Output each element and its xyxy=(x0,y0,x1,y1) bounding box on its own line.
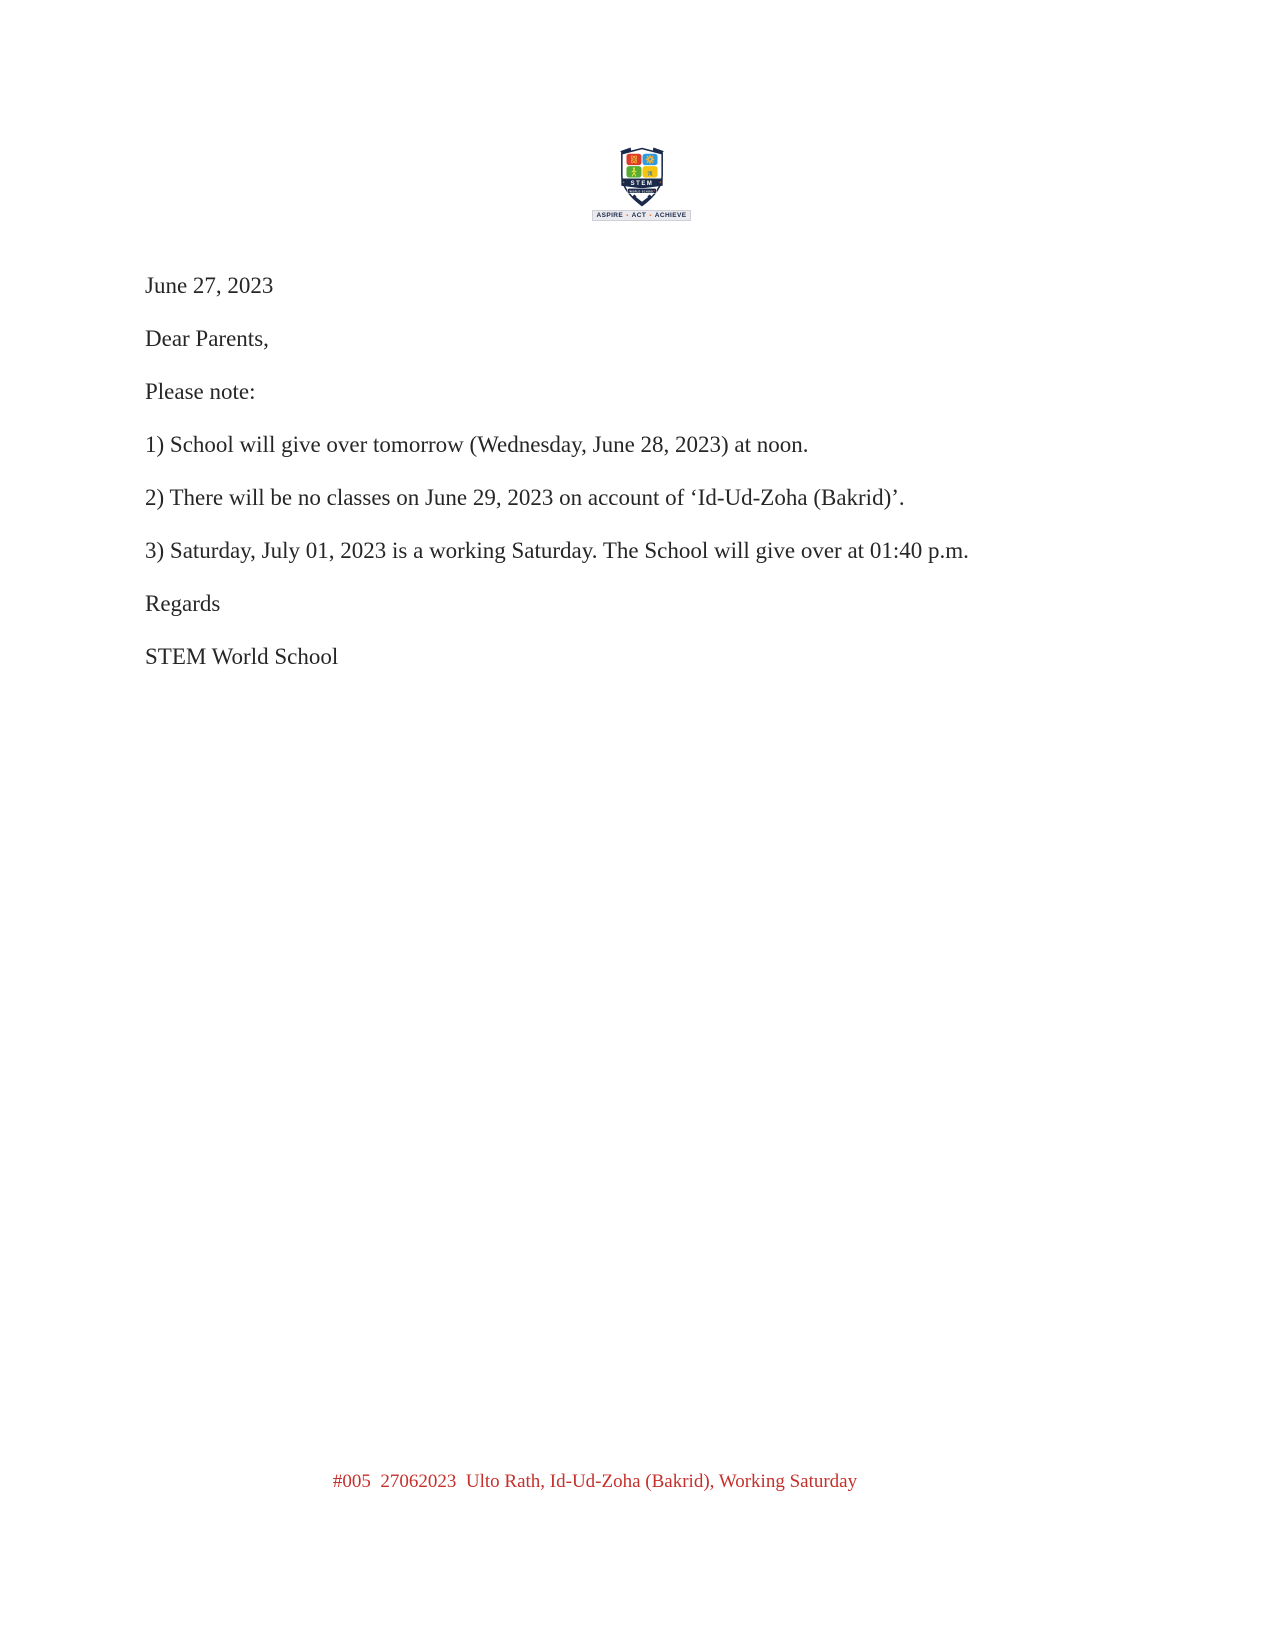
letter-item-2: 2) There will be no classes on June 29, 2023 on account of ‘Id-Ud-Zoha (Bakrid)’. xyxy=(145,485,905,510)
logo-tagline xyxy=(592,210,692,221)
letter-item-1: 1) School will give over tomorrow (Wednesday, June 28, 2023) at noon. xyxy=(145,432,809,457)
letter-signature: STEM World School xyxy=(145,644,339,669)
letter-date: June 27, 2023 xyxy=(145,273,274,298)
letter-salutation: Dear Parents, xyxy=(145,326,269,351)
logo-name: STEM xyxy=(630,180,653,187)
stem-shield-icon xyxy=(619,147,665,207)
school-logo xyxy=(4,147,1275,221)
tagline-separator-icon: ▪ xyxy=(626,212,629,219)
footer-reference: #005 27062023 Ulto Rath, Id-Ud-Zoha (Bakrid), Working Saturday xyxy=(332,1471,858,1492)
letter-intro: Please note: xyxy=(145,379,256,404)
tagline-separator-icon: ▪ xyxy=(649,212,652,219)
tagline-word-aspire: ASPIRE xyxy=(596,212,624,219)
gear-icon xyxy=(645,155,653,163)
letter-item-3: 3) Saturday, July 01, 2023 is a working Saturday. The School will give over at 01:40 p.m. xyxy=(145,538,969,563)
logo-subtitle: WORLD SCHOOL xyxy=(629,190,654,194)
tagline-word-achieve: ACHIEVE xyxy=(654,212,687,219)
letter-body xyxy=(145,271,1135,695)
letter-closing: Regards xyxy=(145,591,221,616)
tagline-word-act: ACT xyxy=(631,212,647,219)
pi-icon: π xyxy=(647,167,652,178)
